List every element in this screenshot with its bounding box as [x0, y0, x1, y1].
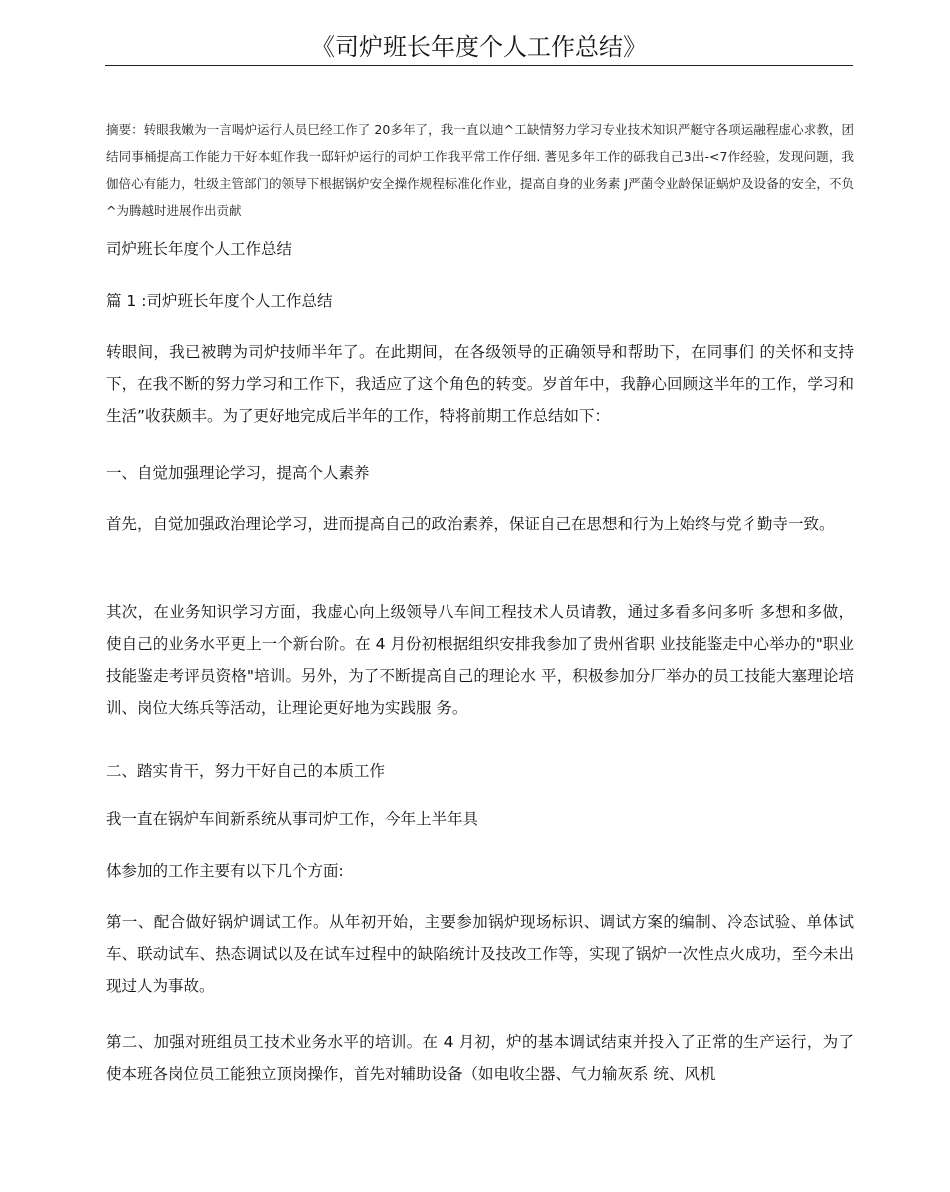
work-paragraph-start: 我一直在锅炉车间新系统从事司炉工作，今年上半年具 [106, 810, 479, 828]
work-item-2: 第二、加强对班组员工技术业务水平的培训。在 4 月初，炉的基本调试结束并投入了正常的生产运行，为了使本班各岗位员工能独立顶岗操作，首先对辅助设备（如电收尘器、气力输灰系 统、风机 [106, 1033, 854, 1083]
abstract-text: 摘要：转眼我嫩为一言喝炉运行人员巳经工作了 20多年了，我一直以迪^工缺情努力学习专业技术知识严艇守各项运融程虚心求教，团结同事桶提高工作能力干好本虹作我一邸轩炉运行的司炉工作我平常工作仔细. 蓍见多年工作的砾我自己3出-<7作经验，发现问题，我伽倍心有能力，牡级主管部门的领导下根据锅炉安全操作规程标准化作业，提高自身的业务素 J严菌令业龄保证蜗炉及设备的安全，不负^为腾越时进展作出贡献 [106, 122, 854, 218]
theory-paragraph-2: 其次，在业务知识学习方面，我虚心向上级领导八车间工程技术人员请教，通过多看多问多听 多想和多做，使自己的业务水平更上一个新台阶。在 4 月份初根据组织安排我参加了贵州省职 业技能鉴走中心举办的"职业技能鉴走考评员资格"培训。另外，为了不断提高自己的理论水 平，积极参加分厂举办的员工技能大塞理论培训、岗位大练兵等活动，让理论更好地为实践服 务。 [106, 603, 854, 717]
work-item-1: 第一、配合做好锅炉调试工作。从年初开始，主要参加锅炉现场标识、调试方案的编制、冷态试验、单体试车、联动试车、热态调试以及在试车过程中的缺陷统计及技改工作等，实现了锅炉一次性点火成功，至今未出现过人为事故。 [106, 913, 854, 995]
subtitle-heading: 司炉班长年度个人工作总结 [106, 240, 293, 258]
intro-paragraph: 转眼间，我已被聘为司炉技师半年了。在此期间，在各级领导的正确领导和帮助下，在同事们 的关怀和支持下，在我不断的努力学习和工作下，我适应了这个角色的转变。岁首年中，我静心回顾这半年的工作，学习和生活”收获颇丰。为了更好地完成后半年的工作，特将前期工作总结如下： [106, 343, 854, 425]
section-heading-2: 二、踏实肯干，努力干好自己的本质工作 [106, 762, 386, 780]
article-heading: 篇 1 :司炉班长年度个人工作总结 [106, 292, 333, 310]
work-paragraph-continued: 体参加的工作主要有以下几个方面: [106, 862, 344, 880]
title-divider [105, 65, 853, 66]
document-title: 《司炉班长年度个人工作总结》 [311, 33, 647, 61]
section-heading-1: 一、自觉加强理论学习，提高个人素养 [106, 464, 370, 482]
theory-paragraph-1: 首先，自觉加强政治理论学习，进而提高自己的政治素养，保证自己在思想和行为上始终与党彳勤寺一致。 [106, 515, 835, 533]
